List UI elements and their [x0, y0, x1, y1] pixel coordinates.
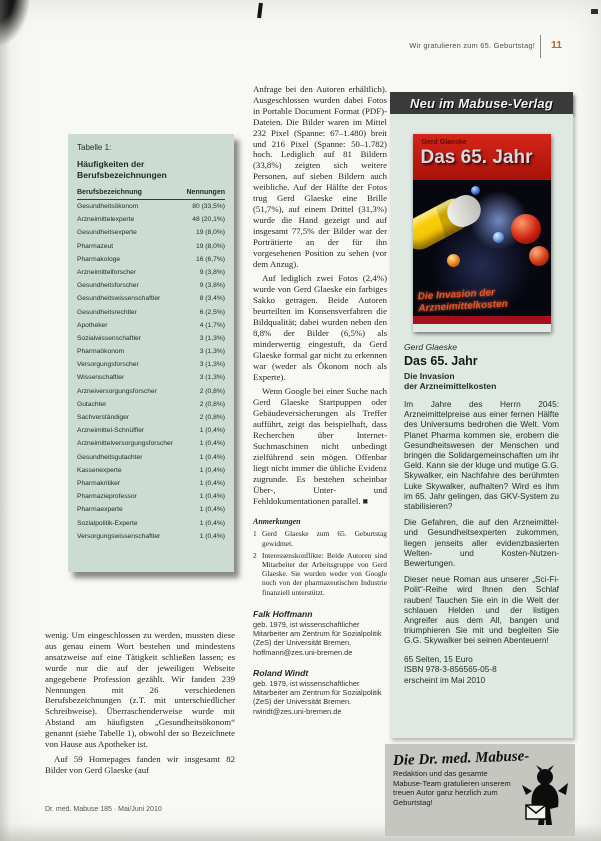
pill-sphere-1: [511, 214, 541, 244]
table-row: [77, 361, 225, 374]
book-description-paragraph: Im Jahre des Herrn 2045: Arzneimittelpreise aus einer fernen Hälfte des Universums bedrohen die Welt. Vom Planet Pharma kommen sie, erobern die Gesundheitswesen der Menschen und bringen die Solidargemeinschaften um ihr Geld. Kann sie der kluge und mutige G.G. Skywalker, ein Nachfahre des berühmten Luke Skywalker, aufhalten? Wird es ihm im 65. Jahr gelingen, das GKV-System zu stabilisieren?: [404, 399, 559, 512]
issue-footer: Dr. med. Mabuse 185 · Mai/Juni 2010: [45, 806, 162, 813]
pill-sphere-2: [529, 246, 549, 266]
table-cell-profession: Apotheker: [77, 321, 108, 329]
table-cell-count: 9 (3,8%): [199, 268, 225, 276]
table-cell-profession: Sachverständiger: [77, 414, 130, 421]
book-details: [404, 654, 559, 686]
book-title: Das 65. Jahr: [404, 354, 478, 368]
table-row: [77, 533, 225, 546]
table-cell-profession: Gesundheitsexperte: [77, 229, 137, 237]
table-cell-profession: Arzneimittelexperte: [77, 216, 135, 224]
body-paragraph: Anfrage bei den Autoren erhältlich). Ausgeschlossen wurden dabei Fotos in Portable Document Format (PDF)-Dateien. Die Bilder waren im Mittel 232 Pixel (Spanne: 67–1.480) breit und 216 Pixel (Spanne: 50–1.782) hoch. Lediglich auf 81 Bildern (33,8%) zeigten sich weitere Personen, auf sieben Bildern auch weibliche. Auf der Hälfte der Fotos trug Gerd Glaeske eine Brille (51,7%), auf einem Drittel (31,3%) wurde die Hand gezeigt und auf insgesamt 77,5% der Bilder war der Porträtierte an der für ihn vorgesehenen Position zu sehen (vor dem Anzug).: [253, 84, 387, 269]
table-cell-count: 1 (0,4%): [199, 493, 225, 501]
table-cell-profession: Arzneimittelforscher: [77, 268, 137, 276]
table-title: Häufigkeiten der Berufsbezeichnungen: [77, 159, 167, 180]
mabuse-logo-text: Die Dr. med. Mabuse-: [392, 748, 530, 770]
article-paragraphs-left: [45, 630, 235, 776]
scan-artifact-right: [591, 9, 598, 14]
cover-subtitle-line2: Arzneimittelkosten: [417, 298, 508, 314]
book-description: [404, 399, 559, 646]
page-number: 11: [551, 39, 563, 51]
book-subtitle-line1: Die Invasion: [404, 371, 455, 381]
table-row: [77, 216, 225, 229]
table-row: [77, 440, 225, 453]
table-row: [77, 322, 225, 335]
table-row: [77, 348, 225, 361]
author-email: hoffmann@zes.uni-bremen.de: [253, 647, 353, 657]
sidebar-header-bar: [390, 92, 573, 114]
table-cell-count: 1 (0,4%): [199, 440, 225, 448]
author-name: Roland Windt: [253, 668, 309, 679]
left-column: [45, 630, 235, 780]
table-row: [77, 203, 225, 216]
article-paragraphs: [253, 84, 387, 506]
table-cell-profession: Pharmazieprofessor: [77, 493, 137, 501]
table-cell-profession: Versorgungswissenschaftler: [77, 532, 161, 540]
table-row: [77, 480, 225, 493]
table-row: [77, 427, 225, 440]
table-cell-profession: Pharmaexperte: [77, 506, 123, 514]
table-header-profession: Berufsbezeichnung: [77, 189, 142, 196]
table-row: [77, 229, 225, 242]
table-row: [77, 282, 225, 295]
sidebar-header-title: Neu im Mabuse-Verlag: [410, 95, 553, 111]
table-cell-profession: Versorgungsforscher: [77, 361, 139, 369]
author-bio-text: geb. 1979, ist wissenschaftlicher Mitarbeiter am Zentrum für Sozialpolitik (ZeS) der Universität Bremen.: [253, 619, 382, 647]
table-row: [77, 506, 225, 519]
book-cover-art: [413, 180, 551, 324]
cover-title-band: [413, 134, 551, 180]
table-header-count: Nennungen: [186, 189, 225, 196]
body-paragraph: Auf lediglich zwei Fotos (2,4%) wurde von Gerd Glaeske ein farbiges Sakko getragen. Beide Autoren beurteilten im Konsensverfahren die Bildqualität; dabei wurden neben den 8,8% der Bilder (6,5%) als minderwertig eingestuft, da Gerd Glaeske formal gar nicht zu erkennen war (weder als Ökonom noch als Experte).: [253, 273, 387, 382]
table-row: [77, 401, 225, 414]
cover-title: Das 65. Jahr: [420, 147, 533, 168]
book-subtitle: [404, 371, 559, 391]
book-description-paragraph: Dieser neue Roman aus unserer „Sci-Fi-Polit“-Reihe wird Ihnen den Schlaf rauben! Tauchen Sie ein in die Welt der schlauen Helden und der listigen Angreifer aus dem All, bangen und triumphieren Sie mit und begleiten Sie G.G. Skywalker bei seinen Abenteuern!: [404, 574, 559, 646]
table-cell-count: 1 (0,4%): [199, 479, 225, 487]
footnotes-list: [253, 529, 387, 596]
author-bios: [253, 609, 387, 717]
table-cell-profession: Pharmakologe: [77, 255, 121, 263]
author-bio-text: geb. 1979, ist wissenschaftlicher Mitarbeiter am Zentrum für Sozialpolitik (ZeS) der Universität Bremen.: [253, 679, 382, 707]
table-cell-count: 19 (8,0%): [196, 229, 225, 237]
table-cell-count: 1 (0,4%): [199, 506, 225, 514]
table-cell-count: 1 (0,4%): [199, 519, 225, 527]
table-cell-profession: Kassenexperte: [77, 466, 122, 474]
table-cell-profession: Sozialpolitik-Experte: [77, 519, 138, 527]
table-row: [77, 467, 225, 480]
body-paragraph: Wenn Google bei einer Suche nach Gerd Glaeske Startpuppen oder Gebäudeversicherungen als Treffer aufführt, zeigt das beispielhaft, dass Recherchen über Internet-Suchmaschinen nicht unbedingt zielführend sein mögen. Offenbar liegt nicht immer die übliche Evidenz zugrunde. Es bestehen scheinbar Über-, Unter- und Fehldokumentationen parallel. ■: [253, 386, 387, 506]
table-row: [77, 374, 225, 387]
table-row: [77, 295, 225, 308]
author-name: Falk Hoffmann: [253, 608, 313, 619]
table-cell-profession: Pharmazeut: [77, 242, 114, 250]
table-row: [77, 388, 225, 401]
pill-sphere-5: [493, 232, 504, 243]
table-cell-profession: Arzneimittelversorgungsforscher: [77, 440, 173, 448]
scan-artifact-left-edge: [0, 0, 10, 841]
table-cell-count: 3 (1,3%): [199, 374, 225, 382]
table-row: [77, 309, 225, 322]
table-cell-count: 19 (8,0%): [196, 242, 225, 250]
cover-author: Gerd Glaeske: [421, 139, 467, 146]
table-cell-profession: Pharmakritiker: [77, 479, 121, 487]
footnote-text: Interessenskonflikte: Beide Autoren sind Mitarbeiter der Arbeitsgruppe von Gerd Glaeske. Sie wurden weder von Google noch von der pharmazeutischen Industrie finanziell unterstützt.: [262, 550, 387, 597]
book-info: [390, 332, 573, 685]
table-cell-profession: Gesundheitsökonom: [77, 203, 139, 210]
header-divider: [540, 35, 541, 58]
footnote: [253, 551, 387, 597]
table-row: [77, 335, 225, 348]
cover-subtitle-line1: Die Invasion der: [416, 287, 495, 303]
table-row: [77, 256, 225, 269]
table-cell-profession: Gesundheitswissenschaftler: [77, 295, 161, 303]
table-cell-profession: Gesundheitsforscher: [77, 282, 139, 290]
table-row: [77, 269, 225, 282]
footnote-number: 2: [253, 550, 257, 560]
table-cell-count: 6 (2,5%): [199, 308, 225, 316]
running-title: Wir gratulieren zum 65. Geburtstag!: [409, 41, 535, 50]
table-cell-count: 1 (0,4%): [199, 453, 225, 461]
greeting-box: [385, 744, 575, 836]
table-cell-profession: Gutachter: [77, 400, 107, 408]
table-cell-count: 8 (3,4%): [199, 295, 225, 303]
table-row: [77, 520, 225, 533]
book-subtitle-line2: der Arzneimittelkosten: [404, 381, 497, 391]
table-cell-count: 80 (33,5%): [192, 203, 225, 210]
body-paragraph: wenig. Um eingeschlossen zu werden, mussten diese aus genau einem Wort bestehen und mindestens ansatzweise auf eine Tätigkeit schließen lassen; es wurde nur die auf der jeweiligen Webseite angegebene Profession gezählt. Wir fanden 239 Nennungen mit 26 verschiedenen Berufsbezeichnungen (z.T. mit unterschiedlicher Schreibweise). Überraschenderweise wurde mit Abstand am häufigsten „Gesundheitsökonom“ genannt (siehe Tabelle 1), obwohl der so Bezeichnete von Hause aus Apotheker ist.: [45, 630, 235, 750]
table-cell-profession: Wissenschaftler: [77, 374, 125, 382]
table-cell-count: 48 (20,1%): [192, 216, 225, 224]
table-row: [77, 243, 225, 256]
book-description-paragraph: Die Gefahren, die auf den Arzneimittel- und Gesundheitsexperten zukommen, liegen jenseits aller evidenzbasierten Welten- und Kosten-Nutzen-Bewertungen.: [404, 517, 559, 569]
table-cell-count: 3 (1,3%): [199, 348, 225, 356]
pill-sphere-4: [471, 186, 480, 195]
table-cell-count: 1 (0,4%): [199, 427, 225, 435]
table-cell-count: 9 (3,8%): [199, 282, 225, 290]
table-cell-count: 3 (1,3%): [199, 334, 225, 342]
author-bio: [253, 609, 387, 658]
footnote-number: 1: [253, 529, 257, 539]
book-author: Gerd Glaeske: [404, 342, 458, 352]
table-cell-count: 16 (6,7%): [196, 255, 225, 263]
body-paragraph: Auf 59 Homepages fanden wir insgesamt 82 Bilder von Gerd Glaeske (auf: [45, 753, 235, 775]
cover-bottom-strip: [413, 316, 551, 324]
table-cell-count: 2 (0,8%): [199, 400, 225, 408]
table-cell-profession: Gesundheitsgutachter: [77, 453, 143, 461]
scan-artifact-tick: [257, 3, 263, 18]
middle-column: [253, 84, 387, 728]
table-row: [77, 493, 225, 506]
table-cell-profession: Arzneiversorgungsforscher: [77, 387, 157, 395]
table-cell-profession: Gesundheitsrechtler: [77, 308, 137, 316]
book-detail-line: erscheint im Mai 2010: [404, 674, 486, 685]
table-cell-count: 1 (0,4%): [199, 532, 225, 540]
mabuse-mascot-icon: [520, 765, 570, 829]
book-detail-line: ISBN 978-3-856565-05-8: [404, 664, 497, 675]
author-email: rwindt@zes.uni-bremen.de: [253, 707, 342, 717]
table-cell-count: 3 (1,3%): [199, 361, 225, 369]
footnotes-heading: Anmerkungen: [253, 517, 301, 527]
greeting-text: Redaktion und das gesamte Mabuse-Team gratulieren unserem treuen Autor ganz herzlich zum Geburtstag!: [393, 769, 511, 807]
author-bio: [253, 668, 387, 717]
table-cell-count: 1 (0,4%): [199, 466, 225, 474]
table-cell-count: 2 (0,8%): [199, 414, 225, 421]
pill-sphere-3: [447, 254, 460, 267]
sidebar-panel: [390, 114, 573, 738]
footnote-text: Gerd Glaeske zum 65. Geburtstag gewidmet.: [262, 529, 387, 548]
table-cell-profession: Arzneimittel-Schnüffler: [77, 427, 145, 435]
cover-subtitle: [417, 287, 508, 315]
table-1-box: [68, 134, 234, 572]
table-cell-profession: Pharmaökonom: [77, 348, 125, 356]
table-cell-count: 2 (0,8%): [199, 387, 225, 395]
footnote: [253, 529, 387, 547]
table-label: Tabelle 1:: [77, 143, 112, 152]
footnotes-section: [253, 517, 387, 596]
table-cell-count: 4 (1,7%): [199, 321, 225, 329]
table-row: [77, 414, 225, 427]
book-detail-line: 65 Seiten, 15 Euro: [404, 653, 473, 664]
book-cover: [413, 134, 551, 332]
table-cell-profession: Sozialwissenschaftler: [77, 334, 141, 342]
table-row: [77, 454, 225, 467]
table-body: [77, 203, 225, 546]
table-header-row: [77, 189, 225, 200]
